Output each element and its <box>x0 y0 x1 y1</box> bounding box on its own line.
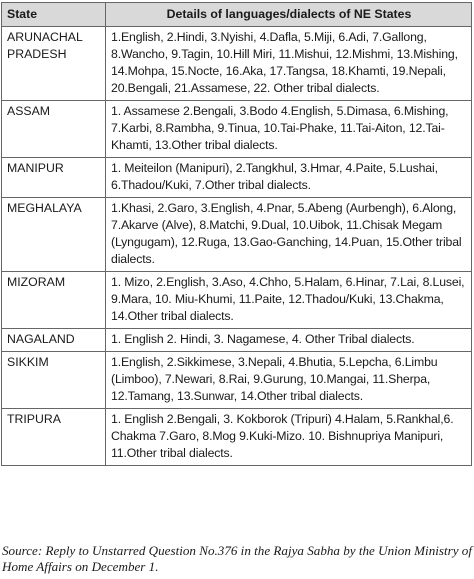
state-cell: MEGHALAYA <box>2 198 106 272</box>
details-cell: 1.Khasi, 2.Garo, 3.English, 4.Pnar, 5.Abeng (Aurbengh), 6.Along, 7.Akarve (Alve), 8.Matchi, 9.Dual, 10.Uibok, 11.Chisak Megam (Lyngugam), 12.Ruga, 13.Gao-Ganching, 14.Puan, 15.Other tribal dialects. <box>106 198 472 272</box>
table-row <box>2 27 472 101</box>
details-cell: 1.English, 2.Hindi, 3.Nyishi, 4.Dafla, 5.Miji, 6.Adi, 7.Gallong, 8.Wancho, 9.Tagin, 10.Hill Miri, 11.Mishui, 12.Mishmi, 13.Mishing, 14.Mohpa, 15.Nocte, 16.Aka, 17.Tangsa, 18.Khamti, 19.Nepali, 20.Bengali, 21.Assamese, 22. Other tribal dialects. <box>106 27 472 101</box>
table-row <box>2 158 472 198</box>
details-cell: 1. English 2.Bengali, 3. Kokborok (Tripuri) 4.Halam, 5.Rankhal,6. Chakma 7.Garo, 8.Mog 9.Kuki-Mizo. 10. Bishnupriya Manipuri, 11.Other tribal dialects. <box>106 409 472 466</box>
details-cell: 1. Mizo, 2.English, 3.Aso, 4.Chho, 5.Halam, 6.Hinar, 7.Lai, 8.Lusei, 9.Mara, 10. Miu-Khumi, 11.Paite, 12.Thadou/Kuki, 13.Chakma, 14.Other tribal dialects. <box>106 272 472 329</box>
table-row <box>2 198 472 272</box>
languages-table <box>1 2 472 466</box>
table-row <box>2 101 472 158</box>
table-row <box>2 352 472 409</box>
header-details: Details of languages/dialects of NE States <box>106 3 472 27</box>
details-cell: 1. Meiteilon (Manipuri), 2.Tangkhul, 3.Hmar, 4.Paite, 5.Lushai, 6.Thadou/Kuki, 7.Other tribal dialects. <box>106 158 472 198</box>
state-cell: TRIPURA <box>2 409 106 466</box>
details-cell: 1. English 2. Hindi, 3. Nagamese, 4. Other Tribal dialects. <box>106 329 472 352</box>
details-cell: 1. Assamese 2.Bengali, 3.Bodo 4.English, 5.Dimasa, 6.Mishing, 7.Karbi, 8.Rambha, 9.Tinua, 10.Tai-Phake, 11.Tai-Aiton, 12.Tai-Khamti, 13.Other tribal dialects. <box>106 101 472 158</box>
state-cell: MIZORAM <box>2 272 106 329</box>
state-cell: SIKKIM <box>2 352 106 409</box>
header-state: State <box>2 3 106 27</box>
state-cell: NAGALAND <box>2 329 106 352</box>
table-row <box>2 409 472 466</box>
state-cell: ARUNACHAL PRADESH <box>2 27 106 101</box>
table-row <box>2 272 472 329</box>
details-cell: 1.English, 2.Sikkimese, 3.Nepali, 4.Bhutia, 5.Lepcha, 6.Limbu (Limboo), 7.Newari, 8.Rai, 9.Gurung, 10.Mangai, 11.Sherpa, 12.Tamang, 13.Sunwar, 14.Other tribal dialects. <box>106 352 472 409</box>
source-note: Source: Reply to Unstarred Question No.376 in the Rajya Sabha by the Union Ministry of Home Affairs on December 1. <box>2 543 472 574</box>
table-row <box>2 329 472 352</box>
table-header-row <box>2 3 472 27</box>
state-cell: ASSAM <box>2 101 106 158</box>
state-cell: MANIPUR <box>2 158 106 198</box>
